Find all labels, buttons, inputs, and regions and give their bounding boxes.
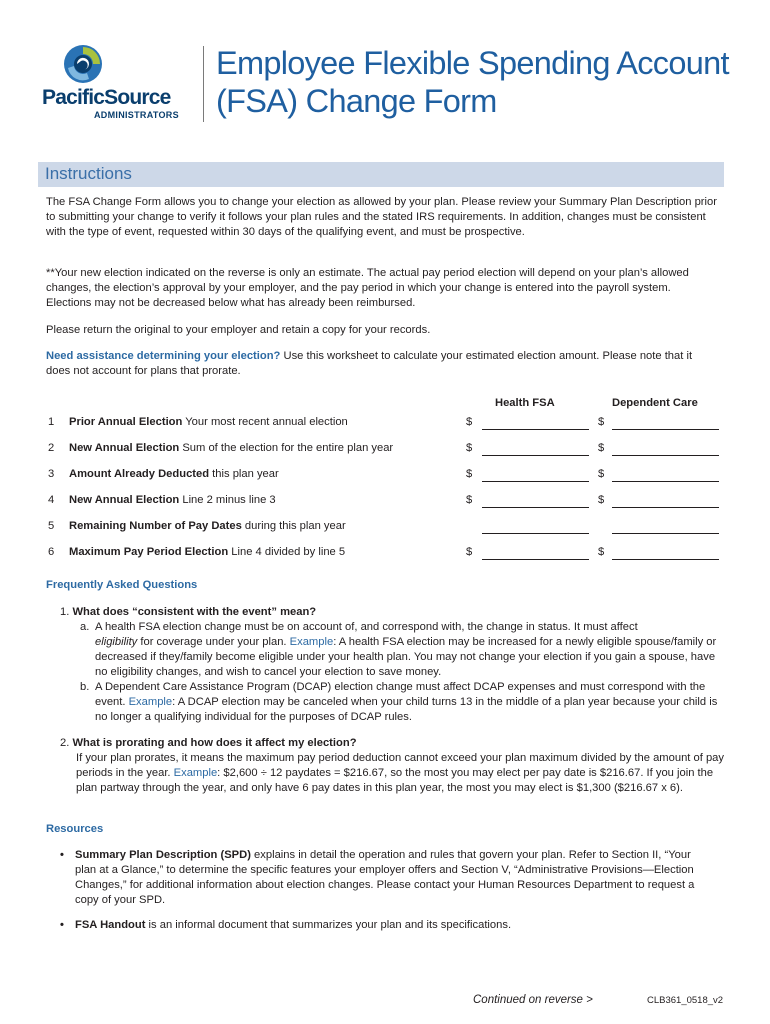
row-label-rest: during this plan year bbox=[241, 520, 346, 532]
resource-handout-title: FSA Handout bbox=[75, 919, 146, 931]
title-line-1: Employee Flexible Spending Account bbox=[216, 45, 729, 81]
row-number: 3 bbox=[48, 468, 55, 480]
dependent-care-input-line[interactable] bbox=[612, 429, 719, 430]
faq-question-1 bbox=[60, 605, 720, 620]
faq-q1-b-label: b. bbox=[80, 681, 90, 693]
worksheet-row-2 bbox=[48, 442, 728, 458]
row-label bbox=[69, 416, 348, 428]
bullet-icon: • bbox=[60, 849, 64, 861]
resource-handout-desc: is an informal document that summarizes your plan and its specifications. bbox=[145, 919, 512, 931]
resources-heading: Resources bbox=[46, 823, 104, 835]
faq-q2-text-2: : $2,600 ÷ 12 paydates = $216.67, so the most you may elect per pay date is $216.67. If you join the plan partway through the year, and only have 6 pay dates in this plan year, the most you may elect is $1,300 ($216.67 x 6). bbox=[76, 767, 714, 794]
pacificsource-swirl-icon bbox=[63, 44, 103, 84]
health-fsa-input-line[interactable] bbox=[482, 507, 589, 508]
instructions-heading: Instructions bbox=[45, 164, 132, 183]
resource-item-spd bbox=[60, 848, 710, 908]
health-fsa-dollar-sign: $ bbox=[466, 494, 473, 506]
faq-q1-b-example: Example bbox=[128, 696, 173, 708]
faq-q2-example: Example bbox=[173, 767, 218, 779]
faq-heading: Frequently Asked Questions bbox=[46, 579, 198, 591]
dependent-care-dollar-sign: $ bbox=[598, 546, 605, 558]
faq-q1-b-text-1: A Dependent Care Assistance Program (DCAP) election change must affect DCAP expenses and must correspond with the event. bbox=[95, 681, 706, 708]
health-fsa-dollar-sign: $ bbox=[466, 468, 473, 480]
row-label-rest: Line 4 divided by line 5 bbox=[228, 546, 346, 558]
faq-q1-a-text-1: A health FSA election change must be on account of, and correspond with, the change in status. It must affect bbox=[95, 621, 638, 633]
faq-q1-answer-b bbox=[95, 680, 720, 725]
dependent-care-dollar-sign: $ bbox=[598, 468, 605, 480]
health-fsa-dollar-sign: $ bbox=[466, 546, 473, 558]
health-fsa-dollar-sign: $ bbox=[466, 442, 473, 454]
logo-name: PacificSource bbox=[42, 86, 171, 109]
health-fsa-input-line[interactable] bbox=[482, 481, 589, 482]
faq-q2-answer bbox=[76, 751, 724, 796]
instructions-band bbox=[38, 162, 724, 187]
row-number: 4 bbox=[48, 494, 55, 506]
faq-q1-answer-a bbox=[95, 620, 720, 680]
instructions-paragraph-2: **Your new election indicated on the reverse is only an estimate. The actual pay period election will depend on your plan’s allowed changes, the election’s approval by your employer, and the pay period in which your change is entered into the payroll system. Elections may not be decreased below what has already been reimbursed. bbox=[46, 267, 689, 309]
faq-q1-title: What does “consistent with the event” mean? bbox=[72, 606, 317, 618]
instructions-paragraph-1: The FSA Change Form allows you to change your election as allowed by your plan. Please review your Summary Plan Description prior to submitting your change to verify it follows your plan rules and the stated IRS requirements. In addition, changes must be consistent with the type of event, requested within 30 days of the qualifying event, and must be prospective. bbox=[46, 196, 717, 238]
dependent-care-dollar-sign: $ bbox=[598, 442, 605, 454]
instructions-paragraph-4 bbox=[46, 349, 718, 379]
row-number: 6 bbox=[48, 546, 55, 558]
worksheet-help-lead: Need assistance determining your election? bbox=[46, 350, 281, 362]
dependent-care-input-line[interactable] bbox=[612, 481, 719, 482]
dependent-care-input-line[interactable] bbox=[612, 533, 719, 534]
dependent-care-dollar-sign: $ bbox=[598, 416, 605, 428]
faq-q1-a-label: a. bbox=[80, 621, 90, 633]
faq-q2-number: 2. bbox=[60, 737, 70, 749]
row-label-bold: Maximum Pay Period Election bbox=[69, 546, 229, 558]
worksheet-row-4 bbox=[48, 494, 728, 510]
continued-on-reverse: Continued on reverse > bbox=[473, 994, 593, 1006]
pacificsource-logo bbox=[42, 44, 192, 124]
faq-q2-title: What is prorating and how does it affect my election? bbox=[72, 737, 357, 749]
worksheet-row-5 bbox=[48, 520, 728, 536]
health-fsa-input-line[interactable] bbox=[482, 559, 589, 560]
resource-handout-text bbox=[75, 918, 710, 933]
row-label bbox=[69, 546, 345, 558]
worksheet-row-6 bbox=[48, 546, 728, 562]
header-divider bbox=[203, 46, 204, 122]
row-label bbox=[69, 494, 276, 506]
faq-q1-a-example: Example bbox=[289, 636, 334, 648]
row-number: 2 bbox=[48, 442, 55, 454]
faq-q1-a-text-2: for coverage under your plan. bbox=[137, 636, 290, 648]
dependent-care-input-line[interactable] bbox=[612, 455, 719, 456]
faq-q1-a-italic: eligibility bbox=[95, 636, 138, 648]
row-label-rest: Your most recent annual election bbox=[182, 416, 348, 428]
instructions-paragraph-3: Please return the original to your employer and retain a copy for your records. bbox=[46, 324, 431, 336]
faq-q1-b-text-2: : A DCAP election may be canceled when your child turns 13 in the middle of a plan year because your child is no longer a qualifying individual for the purposes of DCAP rules. bbox=[95, 696, 718, 723]
row-label-rest: Sum of the election for the entire plan year bbox=[179, 442, 394, 454]
column-header-dependent-care: Dependent Care bbox=[612, 397, 698, 409]
health-fsa-dollar-sign: $ bbox=[466, 416, 473, 428]
health-fsa-input-line[interactable] bbox=[482, 429, 589, 430]
faq-q2-text-1: If your plan prorates, it means the maximum pay period deduction cannot exceed your plan maximum divided by the amount of pay periods in the year. bbox=[76, 752, 724, 779]
row-number: 5 bbox=[48, 520, 55, 532]
row-label-rest: this plan year bbox=[209, 468, 279, 480]
health-fsa-input-line[interactable] bbox=[482, 533, 589, 534]
row-label-bold: Prior Annual Election bbox=[69, 416, 183, 428]
dependent-care-input-line[interactable] bbox=[612, 559, 719, 560]
resource-spd-desc: explains in detail the operation and rules that govern your plan. Refer to Section II, “Your plan at a Glance,” to determine the specific features your employer offers and Section V, “Administrative Provisions—Election Changes,” for additional information about election changes. Please contact your Human Resources Department to request a copy of your SPD. bbox=[75, 849, 695, 906]
row-label-bold: New Annual Election bbox=[69, 494, 180, 506]
row-label bbox=[69, 468, 279, 480]
row-label bbox=[69, 442, 393, 454]
column-header-health-fsa: Health FSA bbox=[495, 397, 555, 409]
page-title bbox=[216, 44, 729, 120]
logo-subtitle: ADMINISTRATORS bbox=[94, 110, 179, 120]
faq-question-2 bbox=[60, 736, 720, 751]
row-label-bold: Amount Already Deducted bbox=[69, 468, 210, 480]
dependent-care-dollar-sign: $ bbox=[598, 494, 605, 506]
row-label-bold: Remaining Number of Pay Dates bbox=[69, 520, 242, 532]
resource-spd-title: Summary Plan Description (SPD) bbox=[75, 849, 251, 861]
row-label-rest: Line 2 minus line 3 bbox=[179, 494, 276, 506]
title-line-2: (FSA) Change Form bbox=[216, 83, 497, 119]
form-code: CLB361_0518_v2 bbox=[647, 995, 724, 1006]
resource-spd-text bbox=[75, 848, 710, 908]
worksheet-row-3 bbox=[48, 468, 728, 484]
worksheet-row-1 bbox=[48, 416, 728, 432]
resource-item-handout bbox=[60, 918, 710, 933]
faq-q1-number: 1. bbox=[60, 606, 70, 618]
faq-q1-a-text-3: : A health FSA election may be increased for a newly eligible spouse/family or decreased if they/family become eligible under your health plan. You may not change your election if you gain a spouse, have no eligibility changes, and wish to cancel your election to save money. bbox=[95, 636, 717, 678]
health-fsa-input-line[interactable] bbox=[482, 455, 589, 456]
bullet-icon: • bbox=[60, 919, 64, 931]
row-label bbox=[69, 520, 346, 532]
row-label-bold: New Annual Election bbox=[69, 442, 180, 454]
row-number: 1 bbox=[48, 416, 55, 428]
worksheet-help-text: Use this worksheet to calculate your estimated election amount. Please note that it does not account for plans that prorate. bbox=[46, 350, 693, 377]
dependent-care-input-line[interactable] bbox=[612, 507, 719, 508]
